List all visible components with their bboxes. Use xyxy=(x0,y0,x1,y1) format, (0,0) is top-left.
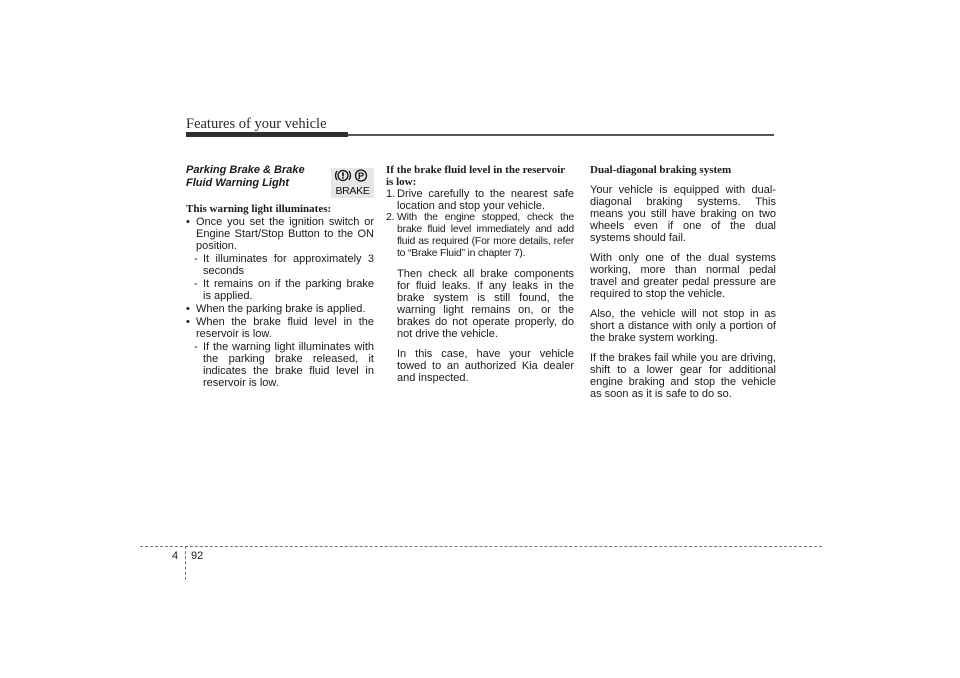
footer-rule xyxy=(140,546,822,547)
list-item: - If the warning light illuminates with the parking brake released, it indicates the brake fluid level in reservoir is low. xyxy=(194,341,374,389)
list-item: - It remains on if the parking brake is applied. xyxy=(194,278,374,302)
list-item: - It illuminates for approximately 3 seconds xyxy=(194,253,374,277)
list-item: • When the brake fluid level in the reservoir is low. xyxy=(186,316,374,340)
list-item: • When the parking brake is applied. xyxy=(186,303,374,315)
dual-diagonal-heading: Dual-diagonal braking system xyxy=(590,164,732,176)
paragraph: Also, the vehicle will not stop in as short a distance with only a portion of the brake system working. xyxy=(590,308,776,344)
parking-brake-warning-icon xyxy=(331,168,374,198)
page-number: 92 xyxy=(191,550,204,562)
paragraph: With only one of the dual systems working, more than normal pedal travel and greater pedal pressure are required to stop the vehicle. xyxy=(590,252,776,300)
column-1 xyxy=(186,164,374,389)
list-item: • Once you set the ignition switch or Engine Start/Stop Button to the ON position. xyxy=(186,216,374,252)
footer-divider xyxy=(185,546,186,580)
column-3 xyxy=(590,164,776,400)
fluid-low-heading: If the brake fluid level in the reservoir is low: xyxy=(386,164,565,188)
brake-warning-symbol-icon xyxy=(331,168,374,198)
header-rule-thin xyxy=(348,134,774,136)
header-rule-thick xyxy=(186,132,348,137)
paragraph: Then check all brake components for fluid leaks. If any leaks in the brake system is still found, the warning light remains on, or the brakes do not operate properly, do not drive the vehicle. xyxy=(397,268,574,340)
list-item: 1. Drive carefully to the nearest safe location and stop your vehicle. xyxy=(386,188,574,212)
column-2 xyxy=(386,164,574,384)
section-title-line-2: Fluid Warning Light xyxy=(186,176,290,189)
section-title xyxy=(186,164,306,189)
list-item: 2. With the engine stopped, check the brake fluid level immediately and add fluid as required (For more details, refer to “Brake Fluid” in chapter 7). xyxy=(386,212,574,259)
paragraph: Your vehicle is equipped with dual-diagonal braking systems. This means you still have braking on two wheels even if one of the dual systems should fail. xyxy=(590,184,776,244)
page-header-title: Features of your vehicle xyxy=(186,116,327,132)
svg-text:BRAKE: BRAKE xyxy=(335,185,370,197)
svg-text:P: P xyxy=(357,171,365,181)
paragraph: In this case, have your vehicle towed to an authorized Kia dealer and inspected. xyxy=(397,348,574,384)
section-title-line-1: Parking Brake & Brake xyxy=(186,164,305,176)
illuminates-heading: This warning light illuminates: xyxy=(186,203,332,215)
paragraph: If the brakes fail while you are driving, shift to a lower gear for additional engine braking and stop the vehicle as soon as it is safe to do so. xyxy=(590,352,776,400)
chapter-number: 4 xyxy=(172,550,179,562)
